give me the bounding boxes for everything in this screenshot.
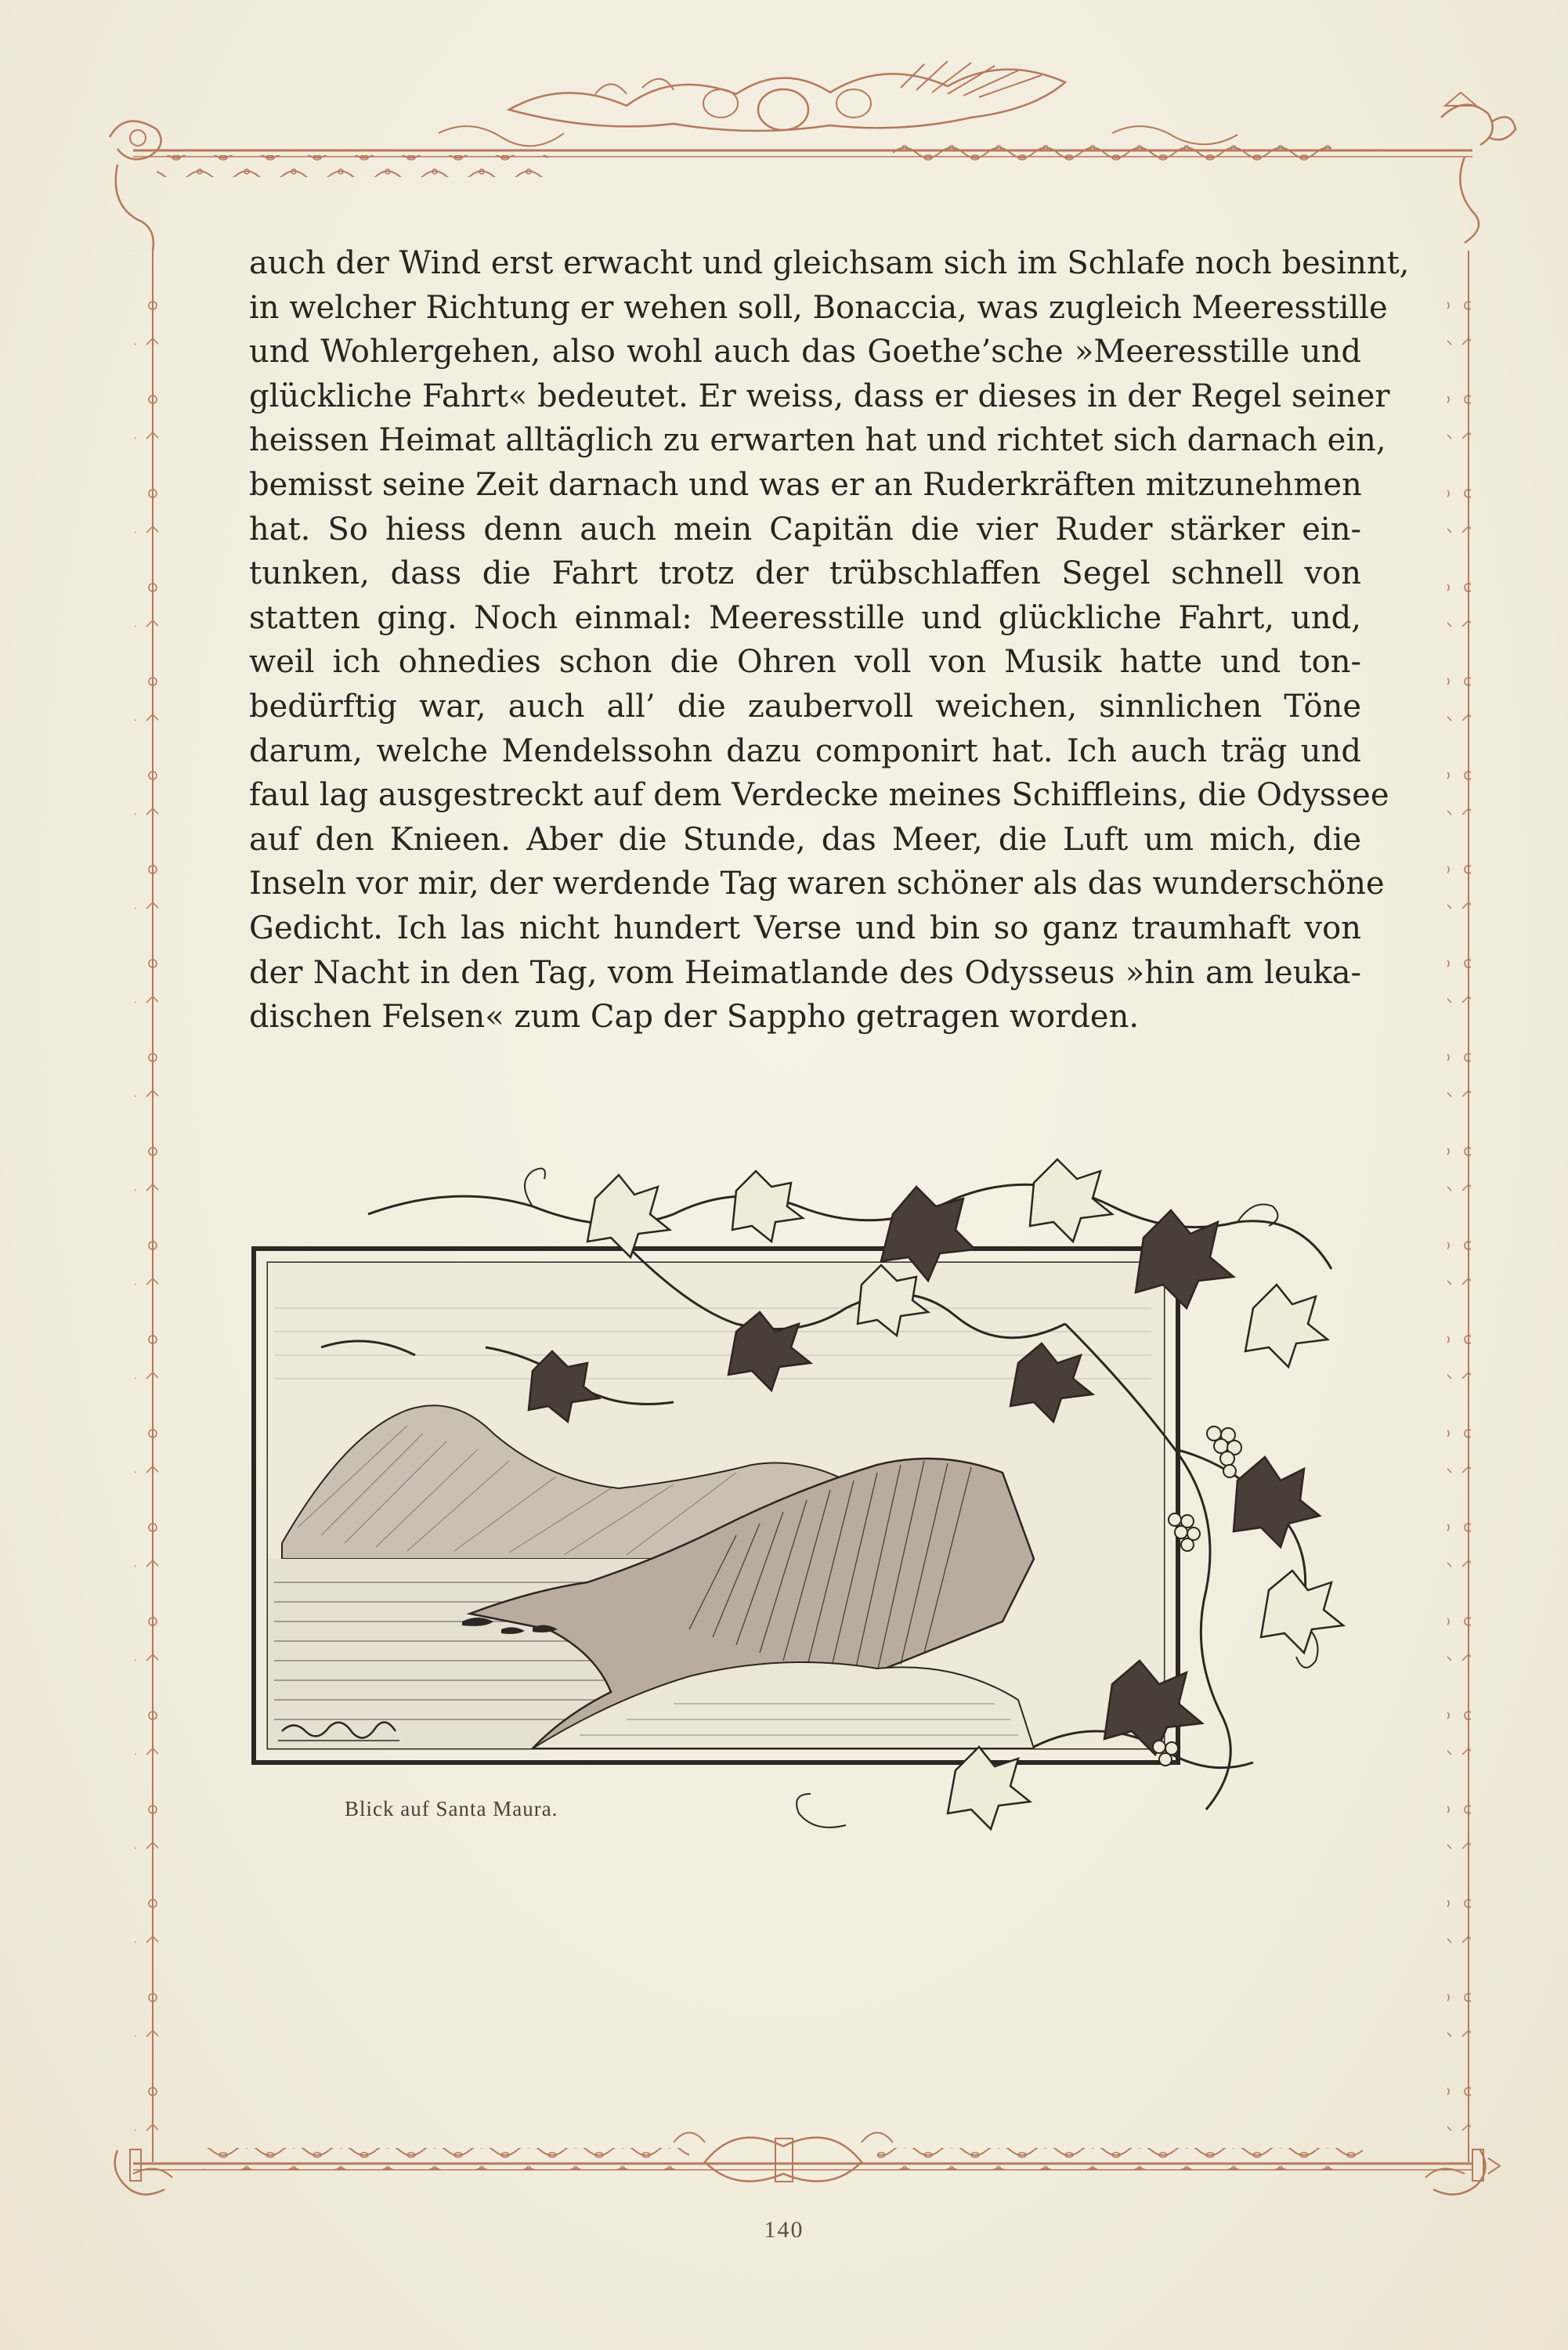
landscape-illustration bbox=[251, 1152, 1378, 1856]
body-line: Inseln vor mir, der werdende Tag waren schöner als das wunderschöne bbox=[249, 866, 1385, 902]
body-line: und Wohlergehen, also wohl auch das Goethe’sche »Meeresstille und bbox=[249, 334, 1361, 371]
body-line: auch der Wind erst erwacht und gleichsam sich im Schlafe noch besinnt, bbox=[249, 245, 1410, 281]
right-border-ornament bbox=[1447, 251, 1471, 2162]
body-line: in welcher Richtung er wehen soll, Bonaccia, was zugleich Meeresstille bbox=[249, 289, 1388, 326]
body-line: darum, welche Mendelssohn dazu componirt hat. Ich auch träg und bbox=[249, 732, 1361, 769]
body-line: heissen Heimat alltäglich zu erwarten hat und richtet sich darnach ein, bbox=[249, 422, 1386, 459]
body-line: tunken, dass die Fahrt trotz der trübschlaffen Segel schnell von bbox=[249, 555, 1361, 592]
body-line: weil ich ohnedies schon die Ohren voll von Musik hatte und ton- bbox=[249, 644, 1361, 681]
left-border-ornament bbox=[135, 251, 158, 2162]
page-number: 140 bbox=[764, 2217, 804, 2243]
body-line: faul lag ausgestreckt auf dem Verdecke meines Schiffleins, die Odyssee bbox=[249, 777, 1389, 814]
body-line: statten ging. Noch einmal: Meeresstille und glückliche Fahrt, und, bbox=[249, 599, 1361, 636]
top-border-ornament bbox=[133, 61, 1472, 177]
bottom-border-ornament bbox=[133, 2133, 1472, 2182]
body-line: hat. So hiess denn auch mein Capitän die vier Ruder stärker ein- bbox=[249, 511, 1361, 548]
illustration-caption: Blick auf Santa Maura. bbox=[345, 1797, 558, 1820]
body-line: der Nacht in den Tag, vom Heimatlande des Odysseus »hin am leuka- bbox=[249, 954, 1361, 991]
corner-ornament-top-left bbox=[110, 121, 161, 251]
body-line: bedürftig war, auch all’ die zaubervoll weichen, sinnlichen Töne bbox=[249, 688, 1361, 725]
body-line: auf den Knieen. Aber die Stunde, das Meer, die Luft um mich, die bbox=[249, 821, 1361, 858]
body-line: Gedicht. Ich las nicht hundert Verse und bin so ganz traumhaft von bbox=[249, 909, 1361, 946]
body-text bbox=[249, 241, 1410, 1039]
body-line: dischen Felsen« zum Cap der Sappho getragen worden. bbox=[249, 999, 1140, 1036]
corner-ornament-top-right bbox=[1441, 92, 1516, 243]
body-line: glückliche Fahrt« bedeutet. Er weiss, dass er dieses in der Regel seiner bbox=[249, 378, 1390, 414]
body-line: bemisst seine Zeit darnach und was er an Ruderkräften mitzunehmen bbox=[249, 466, 1362, 503]
